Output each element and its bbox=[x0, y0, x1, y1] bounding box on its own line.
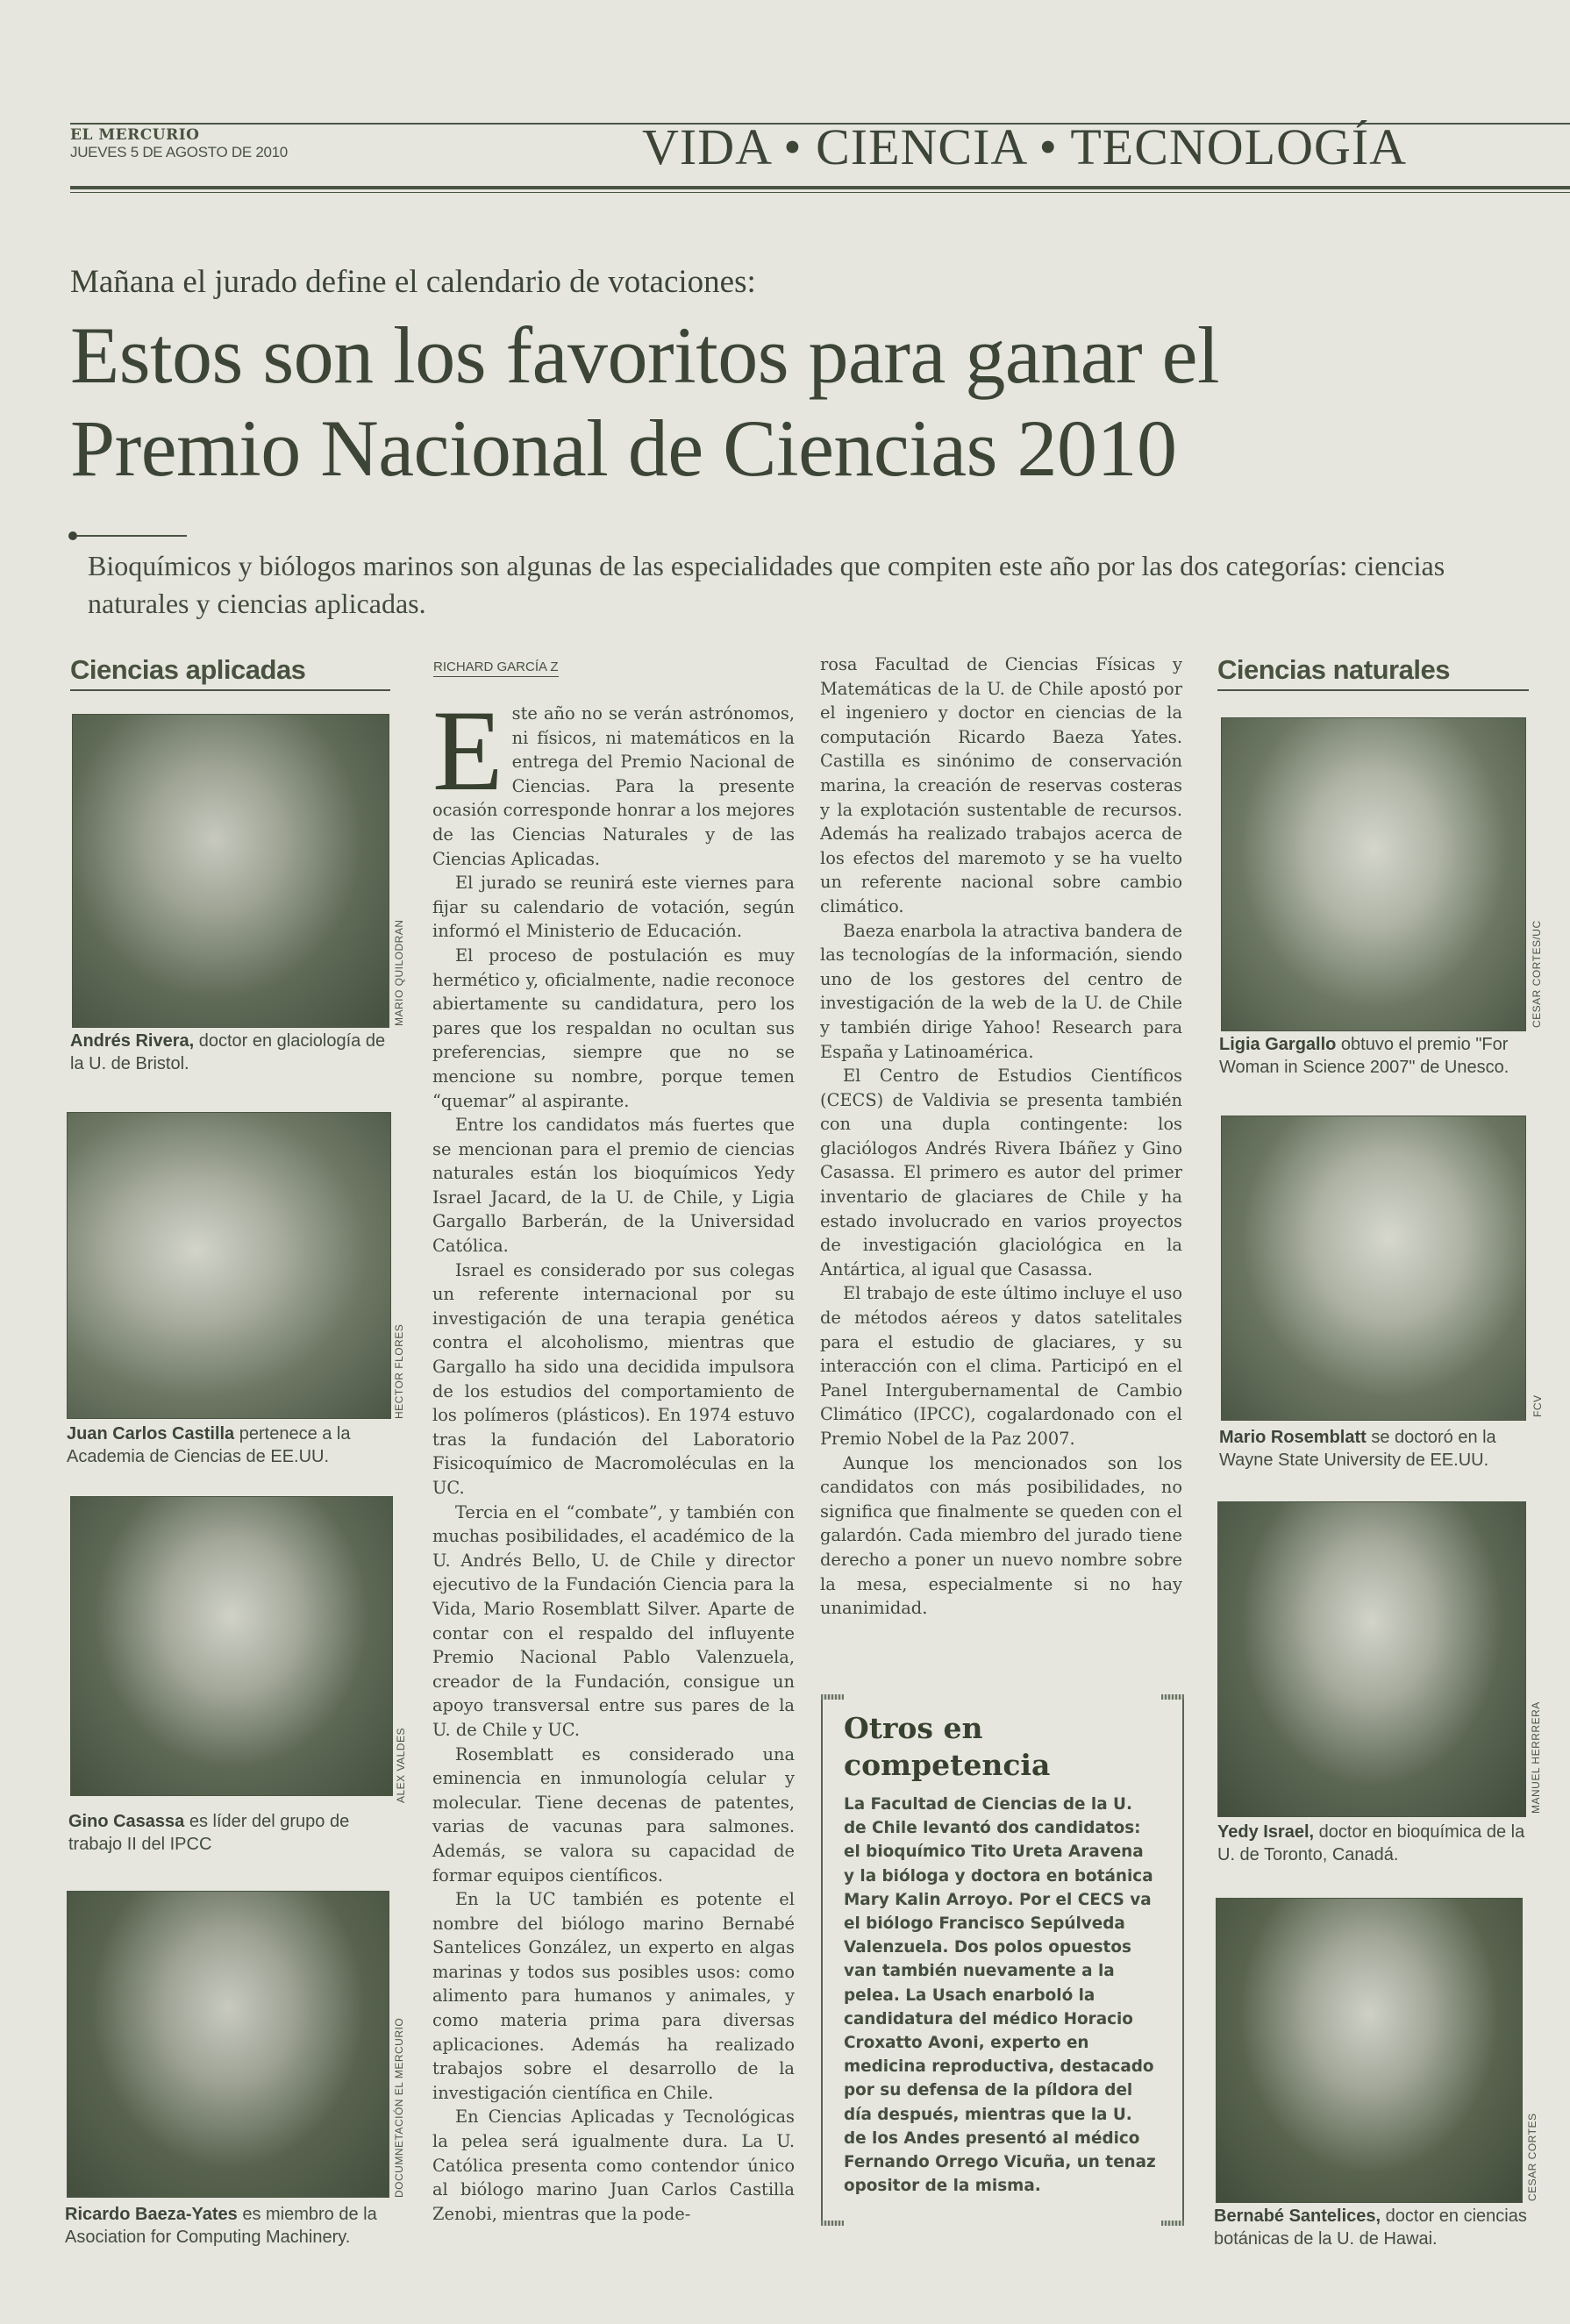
caption-bernabe-santelices bbox=[1214, 2205, 1544, 2250]
masthead-rule-thin bbox=[70, 192, 1570, 193]
photo-ligia-gargallo bbox=[1221, 717, 1526, 1031]
box-corner-decoration bbox=[821, 2221, 844, 2226]
photo-credit: ALEX VALDES bbox=[395, 1728, 407, 1803]
paragraph: Tercia en el “combate”, y también con muchas posibilidades, el académico de la U. Andrés Bello, U. de Chile y director ejecutivo de la Fundación Ciencia para la Vida, Mario Rosemblatt Silver. Aparte de contar con el respaldo del influyente Premio Nacional Pablo Valenzuela, creador de la Fundación, consigue un apoyo transversal entre sus pares de la U. de Chile y UC. bbox=[432, 1501, 795, 1740]
paragraph: En Ciencias Aplicadas y Tecnológicas la pelea será igualmente dura. La U. Católica presenta como contendor único al biólogo marino Juan Carlos Castilla Zenobi, mientras que la pode- bbox=[432, 2107, 795, 2224]
sidebar-box bbox=[821, 1694, 1184, 2226]
caption-mario-rosemblatt bbox=[1219, 1426, 1545, 1472]
sidebar-text: La Facultad de Ciencias de la U. de Chile levantó dos candidatos: el bioquímico Tito Ureta Aravena y la bióloga y doctora en botánica Mary Kalin Arroyo. Por el CECS va el biólogo Francisco Sepúlveda Valenzuela. Dos polos opuestos van también nuevamente a la pelea. La Usach enarboló la candidatura del médico Horacio Croxatto Avoni, experto en medicina reproductiva, destacado por su defensa de la píldora del día después, mientras que la U. de los Andes presentó al médico Fernando Orrego Vicuña, un tenaz opositor de la misma. bbox=[844, 1795, 1156, 2196]
byline: RICHARD GARCÍA Z bbox=[433, 659, 559, 677]
aplicadas-heading: Ciencias aplicadas bbox=[70, 654, 306, 685]
photo-andres-rivera bbox=[72, 714, 389, 1028]
photo-bernabe-santelices bbox=[1216, 1898, 1523, 2203]
naturales-heading-rule bbox=[1217, 689, 1529, 691]
caption-desc: doctor en glaciología de la U. de Bristol. bbox=[70, 1031, 386, 1073]
photo-juan-carlos-castilla bbox=[67, 1112, 391, 1419]
article-body-column-1 bbox=[432, 686, 795, 2226]
kicker: Mañana el jurado define el calendario de votaciones: bbox=[70, 264, 756, 300]
publication-date: JUEVES 5 DE AGOSTO DE 2010 bbox=[70, 144, 288, 160]
caption-name: Juan Carlos Castilla bbox=[67, 1424, 235, 1444]
naturales-heading: Ciencias naturales bbox=[1217, 654, 1450, 685]
photo-credit: DOCUMNETACIÓN EL MERCURIO bbox=[393, 2017, 405, 2198]
paragraph: Entre los candidatos más fuertes que se mencionan para el premio de ciencias naturales están los bioquímicos Yedy Israel Jacard, de la U. de Chile, y Ligia Gargallo Barberán, de la Universidad Católica. bbox=[432, 1115, 795, 1257]
paragraph: Israel es considerado por sus colegas un referente internacional por su investigación de una terapia genética contra el alcoholismo, mientras que Gargallo ha sido una decidida impulsora de los estudios del comportamiento de los polímeros (plásticos). En 1974 estuvo tras la fundación del Laboratorio Fisicoquímico de Macromoléculas en la UC. bbox=[432, 1259, 795, 1498]
paragraph: El proceso de postulación es muy hermético y, oficialmente, nadie reconoce abiertamente su candidatura, pero los pares que los respaldan no ocultan sus preferencias, siempre que no se mencione su nombre, porque temen “quemar” al aspirante. bbox=[432, 945, 795, 1111]
newspaper-name: EL MERCURIO bbox=[70, 126, 200, 144]
drop-cap: E bbox=[432, 686, 503, 815]
caption-name: Yedy Israel, bbox=[1217, 1822, 1315, 1842]
photo-yedy-israel bbox=[1217, 1501, 1526, 1817]
paragraph: Baeza enarbola la atractiva bandera de las tecnologías de la información, siendo uno de los gestores del centro de investigación de la web de la U. de Chile y también dirige Yahoo! Research para España y Latinoamérica. bbox=[820, 920, 1182, 1062]
masthead-rule-thick bbox=[70, 186, 1570, 189]
caption-desc: es miembro de la Asociation for Computing Machinery. bbox=[65, 2205, 377, 2247]
caption-desc: obtuvo el premio "For Woman in Science 2007" de Unesco. bbox=[1219, 1035, 1509, 1077]
paragraph: rosa Facultad de Ciencias Físicas y Matemáticas de la U. de Chile apostó por el ingeniero y doctor en ciencias de la computación Ricardo Baeza Yates. Castilla es sinónimo de conservación marina, la creación de reservas costeras y la explotación sustentable de recursos. Además ha realizado trabajos acerca de los efectos del maremoto y se ha vuelto un referente nacional sobre cambio climático. bbox=[820, 654, 1182, 916]
box-corner-decoration bbox=[821, 1694, 844, 1700]
photo-mario-rosemblatt bbox=[1221, 1116, 1526, 1421]
caption-gino-casassa bbox=[68, 1810, 402, 1856]
caption-desc: es líder del grupo de trabajo II del IPCC bbox=[68, 1812, 350, 1854]
caption-desc: doctor en bioquímica de la U. de Toronto, Canadá. bbox=[1217, 1822, 1525, 1864]
paragraph: El Centro de Estudios Científicos (CECS) de Valdivia se presenta también con una dupla contingente: los glaciólogos Andrés Rivera Ibáñez y Gino Casassa. El primero es autor del primer inventario de glaciares de Chile y ha estado involucrado en varios proyectos de investigación glaciológica en la Antártica, al igual que Casassa. bbox=[820, 1066, 1182, 1280]
paragraph: Rosemblatt es considerado una eminencia en inmunología celular y molecular. Tiene decenas de patentes, varias de vacunas para salmones. Además, se valora su capacidad de formar equipos científicos. bbox=[432, 1743, 795, 1886]
paragraph: Aunque los mencionados son los candidatos con más posibilidades, no significa que finalmente se queden con el galardón. Cada miembro del jurado tiene derecho a poner un nuevo nombre sobre la mesa, especialmente si no hay unanimidad. bbox=[820, 1452, 1182, 1619]
photo-credit: CESAR CORTES bbox=[1526, 2113, 1538, 2201]
photo-ricardo-baeza-yates bbox=[67, 1891, 389, 2198]
headline-line-2: Premio Nacional de Ciencias 2010 bbox=[70, 403, 1177, 493]
caption-name: Gino Casassa bbox=[68, 1812, 185, 1831]
caption-ligia-gargallo bbox=[1219, 1033, 1545, 1079]
photo-credit: MARIO QUILODRAN bbox=[393, 919, 405, 1026]
caption-desc: doctor en ciencias botánicas de la U. de Hawai. bbox=[1214, 2206, 1527, 2249]
dek-bullet-icon bbox=[68, 531, 77, 540]
photo-credit: MANUEL HERRRERA bbox=[1530, 1701, 1542, 1814]
caption-juan-carlos-castilla bbox=[67, 1422, 400, 1468]
aplicadas-heading-rule bbox=[70, 689, 390, 691]
caption-name: Ligia Gargallo bbox=[1219, 1035, 1337, 1054]
paragraph: ste año no se verán astrónomos, ni físicos, ni matemáticos en la entrega del Premio Nacional de Ciencias. Para la presente ocasión corresponde honrar a los mejores de las Ciencias Naturales y de las Ciencias Aplicadas. bbox=[432, 703, 795, 869]
photo-gino-casassa bbox=[70, 1496, 393, 1796]
photo-credit: CESAR CORTES/UC bbox=[1531, 920, 1543, 1028]
photo-credit: HECTOR FLORES bbox=[393, 1323, 405, 1419]
box-corner-decoration bbox=[1161, 2221, 1184, 2226]
caption-name: Ricardo Baeza-Yates bbox=[65, 2205, 238, 2224]
sidebar-title: Otros en competencia bbox=[844, 1711, 1051, 1782]
box-corner-decoration bbox=[1161, 1694, 1184, 1700]
dek-rule bbox=[77, 535, 187, 537]
caption-andres-rivera bbox=[70, 1030, 395, 1075]
caption-desc: pertenece a la Academia de Ciencias de EE.UU. bbox=[67, 1424, 351, 1466]
photo-credit: FCV bbox=[1531, 1394, 1544, 1417]
caption-name: Andrés Rivera, bbox=[70, 1031, 195, 1051]
headline bbox=[70, 309, 1561, 495]
caption-yedy-israel bbox=[1217, 1821, 1544, 1866]
caption-name: Mario Rosemblatt bbox=[1219, 1428, 1367, 1447]
caption-desc: se doctoró en la Wayne State University de EE.UU. bbox=[1219, 1428, 1496, 1470]
section-title: VIDA • CIENCIA • TECNOLOGÍA bbox=[642, 118, 1408, 175]
article-body-column-2 bbox=[820, 652, 1182, 1621]
headline-line-1: Estos son los favoritos para ganar el bbox=[70, 310, 1220, 400]
paragraph: En la UC también es potente el nombre del biólogo marino Bernabé Santelices González, un experto en algas marinas y todos sus posibles usos: como alimento para humanos y animales, y como materia prima para diversas aplicaciones. Además ha realizado trabajos sobre el desarrollo de la investigación científica en Chile. bbox=[432, 1889, 795, 2103]
dek: Bioquímicos y biólogos marinos son algunas de las especialidades que compiten este año por las dos categorías: ciencias naturales y ciencias aplicadas. bbox=[88, 550, 1445, 619]
caption-ricardo-baeza-yates bbox=[65, 2203, 407, 2249]
caption-name: Bernabé Santelices, bbox=[1214, 2206, 1381, 2226]
paragraph: El jurado se reunirá este viernes para fijar su calendario de votación, según informó el Ministerio de Educación. bbox=[432, 873, 795, 942]
paragraph: El trabajo de este último incluye el uso de métodos aéreos y datos satelitales para el estudio de glaciares, y su interacción con el clima. Participó en el Panel Intergubernamental de Cambio Climático (IPCC), cogalardonado con el Premio Nobel de la Paz 2007. bbox=[820, 1283, 1182, 1449]
